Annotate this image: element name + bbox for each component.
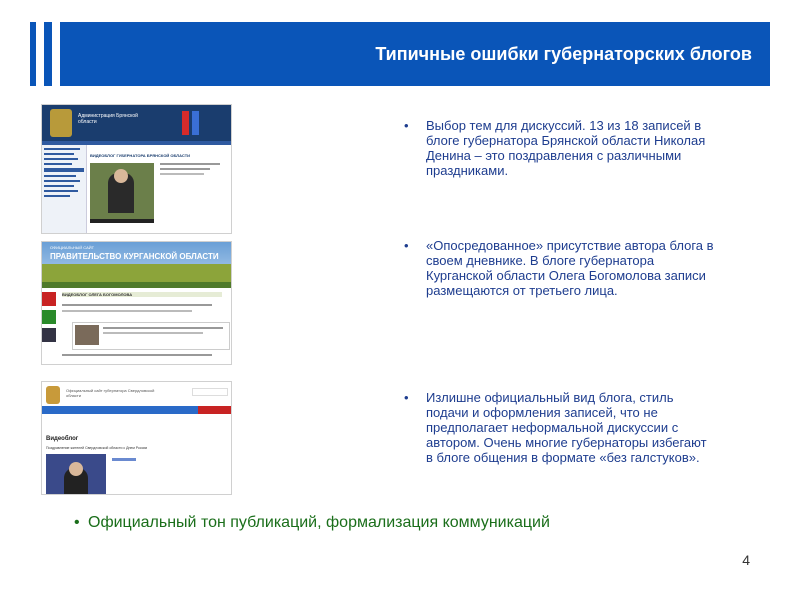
- screenshot-bryansk-blog: [41, 104, 232, 234]
- kurgan-side-icons: [42, 288, 56, 364]
- bryansk-sidebar: [42, 145, 87, 233]
- summary-line: [74, 514, 550, 532]
- bullet-text: Выбор тем для дискуссий. 13 из 18 записей в блоге губернатора Брянской области Николая Денина – это поздравления с различными праздниками.: [426, 118, 706, 178]
- kurgan-nav-bar: [42, 282, 231, 288]
- screenshot-sverdlovsk-blog: [41, 381, 232, 495]
- kurgan-post-card: [72, 322, 230, 350]
- coat-of-arms-icon: [46, 386, 60, 404]
- summary-text: Официальный тон публикаций, формализация коммуникаций: [88, 514, 550, 531]
- bullet-marker: •: [74, 514, 80, 531]
- slide-title: Типичные ошибки губернаторских блогов: [375, 44, 752, 64]
- sverdlovsk-post-title: Поздравление жителей Свердловской области с Днем России: [46, 446, 148, 450]
- kurgan-blog-heading: ВИДЕОБЛОГ ОЛЕГА БОГОМОЛОВА: [62, 292, 222, 297]
- bullet-marker: •: [404, 390, 409, 405]
- bullet-marker: •: [404, 118, 409, 133]
- video-thumbnail: [46, 454, 106, 494]
- page-number: 4: [742, 552, 750, 568]
- flag-icon: [182, 111, 189, 135]
- flag-icon: [192, 111, 199, 135]
- bullet-text: Излишне официальный вид блога, стиль подачи и оформления записей, что не предполагает неформальной дискуссии с автором. Очень многие губернаторы избегают в блоге общения в формате «без галстуков».: [426, 390, 707, 465]
- header-stripe: [52, 22, 60, 86]
- kurgan-site-title: ПРАВИТЕЛЬСТВО КУРГАНСКОЙ ОБЛАСТИ: [50, 252, 219, 261]
- coat-of-arms-icon: [50, 109, 72, 137]
- video-controls: [90, 219, 154, 223]
- screenshot-kurgan-blog: [41, 241, 232, 365]
- sverdlovsk-blog-heading: Видеоблог: [46, 436, 79, 442]
- flag-icon: [192, 388, 228, 396]
- kurgan-site-top: ОФИЦИАЛЬНЫЙ САЙТ: [50, 245, 95, 250]
- bryansk-blog-heading: ВИДЕОБЛОГ ГУБЕРНАТОРА БРЯНСКОЙ ОБЛАСТИ: [90, 153, 191, 158]
- bullet-marker: •: [404, 238, 409, 253]
- bryansk-site-title: Администрация Брянской области: [78, 113, 138, 125]
- slide-header: [30, 22, 770, 86]
- sverdlovsk-site-title: Официальный сайт губернатора Свердловской области: [66, 388, 155, 398]
- header-stripe: [36, 22, 44, 86]
- kurgan-banner-field: [42, 264, 231, 282]
- bullet-text: «Опосредованное» присутствие автора блога в своем дневнике. В блоге губернатора Курганской области Олега Богомолова записи размещаются от третьего лица.: [426, 238, 714, 298]
- video-thumbnail: [90, 163, 154, 219]
